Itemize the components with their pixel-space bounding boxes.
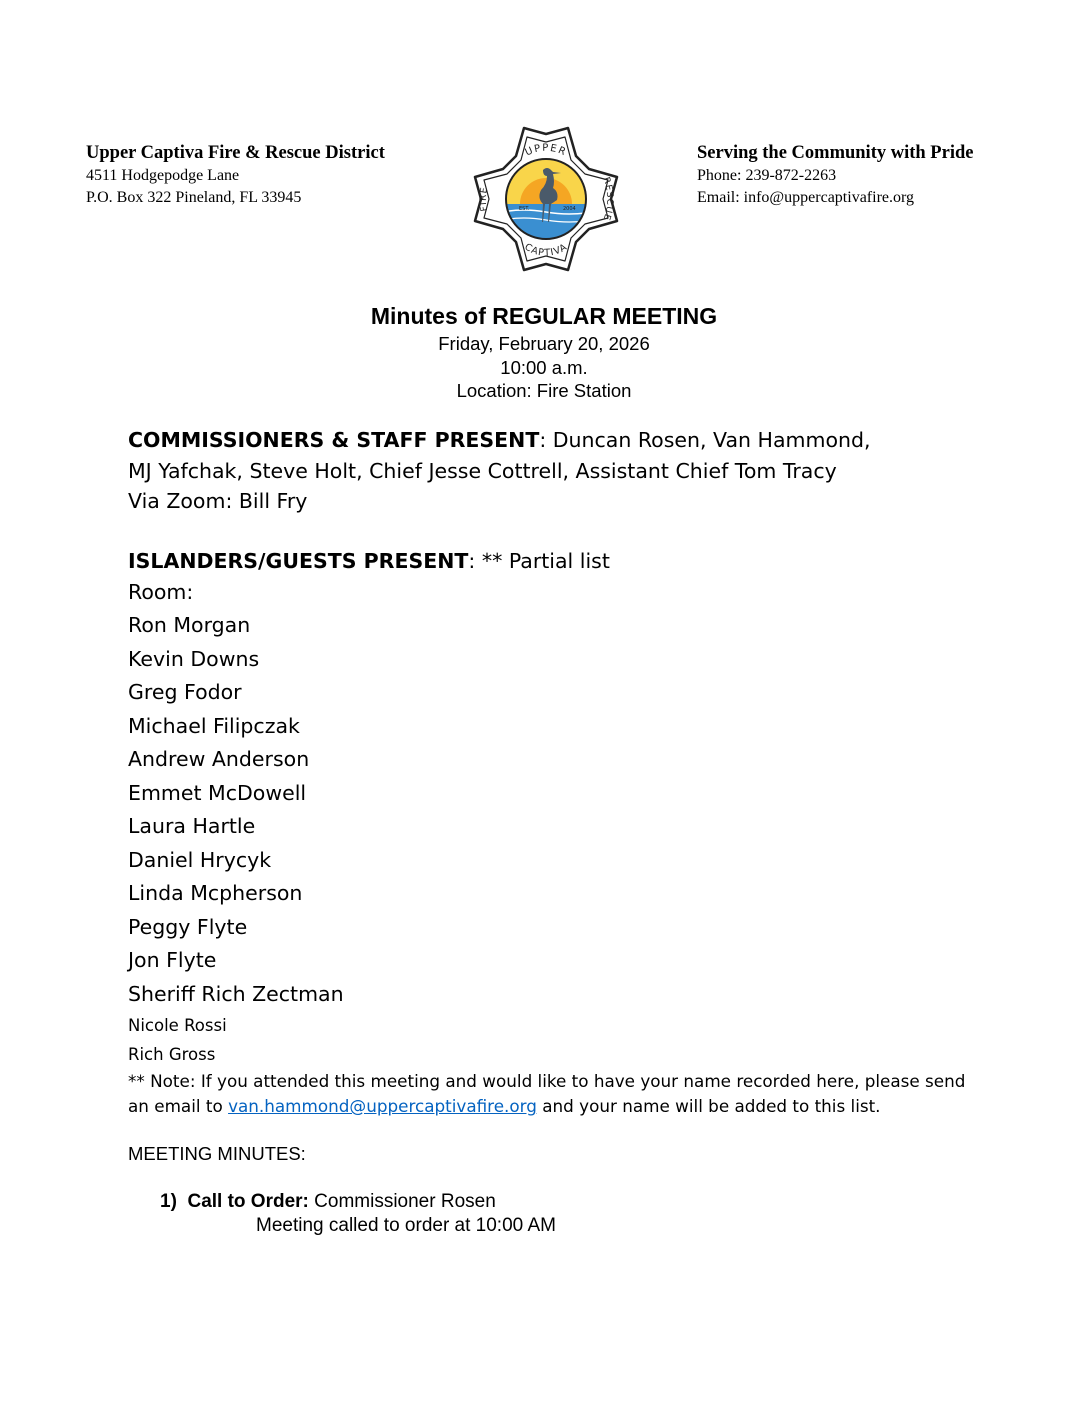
guests-label: ISLANDERS/GUESTS PRESENT	[128, 549, 469, 573]
phone: Phone: 239-872-2263	[697, 167, 837, 184]
letterhead-right	[697, 142, 973, 208]
present-line-2: MJ Yafchak, Steve Holt, Chief Jesse Cottrell, Assistant Chief Tom Tracy	[128, 458, 837, 483]
list-item: Rich Gross	[128, 1045, 216, 1064]
page-title: Minutes of REGULAR MEETING	[370, 303, 718, 329]
attendance-note	[128, 1069, 965, 1119]
guest-list	[128, 609, 344, 1069]
email-link[interactable]: van.hammond@uppercaptivafire.org	[228, 1096, 537, 1116]
item-detail: Meeting called to order at 10:00 AM	[256, 1215, 556, 1236]
meeting-date: Friday, February 20, 2026	[438, 333, 650, 354]
present-line-3: Via Zoom: Bill Fry	[128, 489, 308, 513]
present-label: COMMISSIONERS & STAFF PRESENT	[128, 428, 540, 452]
email: Email: info@uppercaptivafire.org	[697, 188, 915, 206]
item-label: Call to Order:	[187, 1191, 309, 1212]
list-item: Laura Hartle	[128, 814, 256, 838]
item-value: Commissioner Rosen	[308, 1191, 496, 1212]
logo-bottom-text: CAPTIVA	[522, 241, 570, 259]
list-item: Greg Fodor	[128, 680, 242, 704]
address-line-2: P.O. Box 322 Pineland, FL 33945	[86, 188, 302, 206]
org-name: Upper Captiva Fire & Rescue District	[86, 143, 385, 163]
present-line-1: : Duncan Rosen, Van Hammond,	[539, 428, 871, 452]
item-number: 1)	[160, 1191, 177, 1212]
room-label: Room:	[128, 579, 194, 604]
list-item: Daniel Hrycyk	[128, 847, 272, 872]
motto: Serving the Community with Pride	[697, 143, 974, 163]
list-item: Nicole Rossi	[128, 1016, 227, 1035]
note-line-1: ** Note: If you attended this meeting and would like to have your name recorded here, please send	[128, 1071, 966, 1091]
list-item: Peggy Flyte	[128, 914, 248, 939]
agenda-item-call-to-order	[160, 1190, 556, 1238]
list-item: Michael Filipczak	[128, 713, 300, 738]
logo-est-year: 2004	[563, 206, 576, 212]
commissioners-present	[128, 425, 871, 517]
list-item: Sheriff Rich Zectman	[128, 981, 344, 1006]
list-item: Jon Flyte	[128, 948, 217, 972]
logo-est-label: EST.	[519, 206, 530, 212]
meeting-time: 10:00 a.m.	[500, 356, 588, 378]
svg-text:FIRE	[479, 186, 490, 212]
address-line-1: 4511 Hodgepodge Lane	[86, 167, 240, 184]
note-prefix: an email to	[128, 1096, 229, 1116]
list-item: Andrew Anderson	[128, 747, 310, 771]
list-item: Emmet McDowell	[128, 780, 307, 805]
meeting-location: Location: Fire Station	[456, 380, 632, 401]
maltese-cross-logo-icon	[473, 126, 619, 272]
guests-suffix: : ** Partial list	[468, 549, 610, 573]
list-item: Kevin Downs	[128, 646, 260, 671]
letterhead-left	[86, 142, 385, 208]
district-logo	[473, 126, 619, 272]
note-suffix: and your name will be added to this list.	[536, 1096, 881, 1116]
guests-present	[128, 546, 610, 607]
meeting-heading	[0, 301, 1088, 403]
logo-left-text: FIRE	[478, 186, 491, 212]
logo-right-text: RESCUE	[600, 176, 615, 222]
minutes-heading: MEETING MINUTES:	[128, 1143, 306, 1164]
logo-top-text: UPPER	[523, 142, 569, 159]
list-item: Linda Mcpherson	[128, 881, 303, 905]
list-item: Ron Morgan	[128, 613, 251, 637]
